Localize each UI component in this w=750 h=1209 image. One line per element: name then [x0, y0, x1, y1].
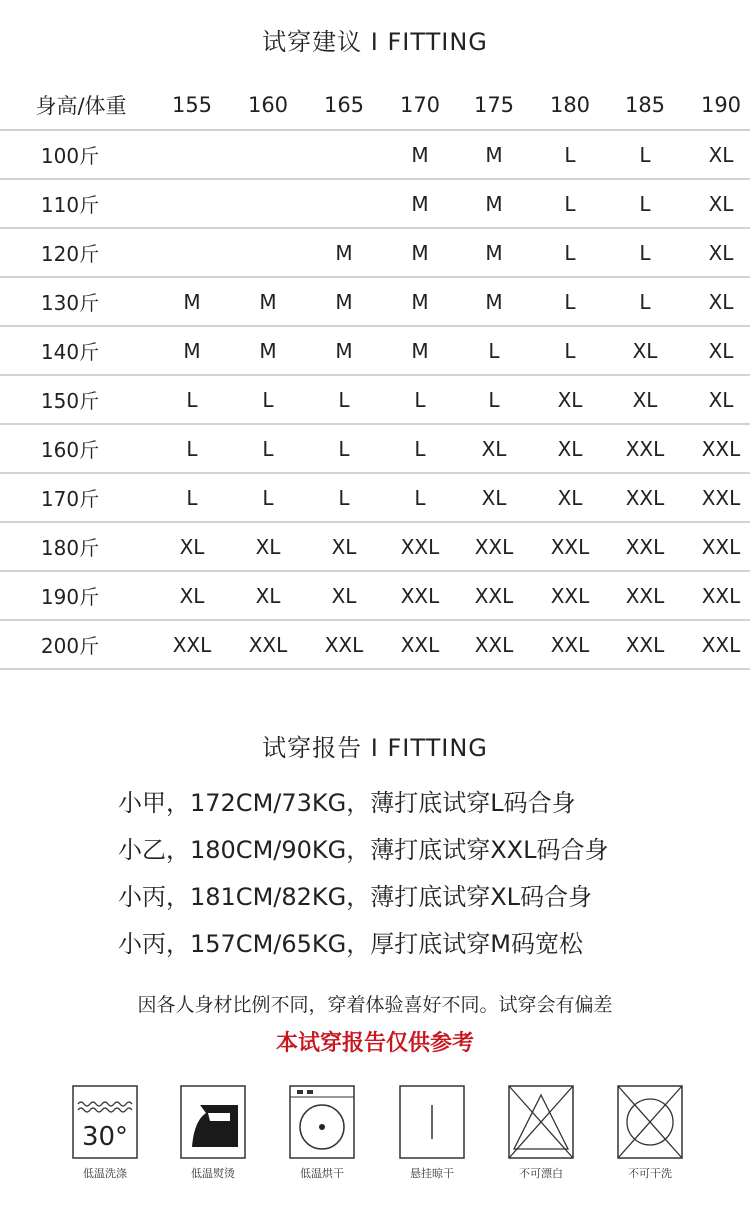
care-item	[377, 1085, 487, 1181]
care-item	[486, 1085, 596, 1181]
table-row	[0, 229, 750, 278]
size-cell: M	[335, 289, 353, 314]
care-label: 低温洗涤	[83, 1167, 127, 1180]
report-line: 小丙，181CM/82KG，薄打底试穿XL码合身	[118, 883, 593, 911]
size-cell: M	[259, 289, 277, 314]
size-cell: XL	[255, 583, 281, 608]
size-cell: XXL	[474, 583, 514, 608]
size-cell: L	[639, 191, 651, 216]
size-cell: L	[262, 485, 274, 510]
size-cell: XL	[481, 485, 507, 510]
care-item	[158, 1085, 268, 1181]
size-cell: XL	[708, 338, 734, 363]
weight-label: 170斤	[40, 487, 100, 511]
size-cell: XL	[708, 387, 734, 412]
size-table-body	[0, 131, 750, 670]
size-cell: XXL	[400, 534, 440, 559]
height-label: 185	[624, 92, 666, 117]
size-cell: XL	[331, 534, 357, 559]
weight-label: 120斤	[40, 242, 100, 266]
size-table	[0, 80, 750, 670]
size-cell: XXL	[625, 583, 665, 608]
size-cell: XXL	[172, 632, 212, 657]
size-cell: XXL	[701, 534, 741, 559]
size-cell: XL	[708, 142, 734, 167]
table-row	[0, 278, 750, 327]
size-cell: M	[485, 142, 503, 167]
size-cell	[154, 180, 230, 227]
size-cell: XL	[708, 191, 734, 216]
size-cell: XL	[708, 240, 734, 265]
table-row	[0, 621, 750, 670]
table-row	[0, 180, 750, 229]
no-dry-clean-icon	[617, 1085, 683, 1159]
care-label: 低温烘干	[300, 1167, 344, 1180]
size-cell	[306, 131, 382, 178]
size-cell: L	[564, 338, 576, 363]
size-cell: L	[338, 387, 350, 412]
care-label: 不可漂白	[519, 1167, 563, 1180]
size-cell: M	[485, 240, 503, 265]
table-row	[0, 376, 750, 425]
size-cell: XXL	[701, 436, 741, 461]
size-cell: XL	[331, 583, 357, 608]
size-cell: XXL	[625, 534, 665, 559]
size-cell: M	[183, 338, 201, 363]
weight-label: 100斤	[40, 144, 100, 168]
table-row	[0, 572, 750, 621]
size-cell: M	[411, 142, 429, 167]
size-cell: XXL	[550, 534, 590, 559]
size-cell: L	[186, 436, 198, 461]
size-cell: XXL	[400, 583, 440, 608]
size-cell: XXL	[400, 632, 440, 657]
care-instructions	[0, 1085, 750, 1195]
care-label: 低温熨烫	[191, 1167, 235, 1180]
report-line: 小丙，157CM/65KG，厚打底试穿M码宽松	[118, 930, 583, 958]
table-row	[0, 327, 750, 376]
corner-label: 身高/体重	[35, 93, 127, 118]
table-row	[0, 131, 750, 180]
size-cell: XXL	[701, 632, 741, 657]
size-cell	[154, 229, 230, 276]
size-cell: XL	[708, 289, 734, 314]
size-cell	[230, 131, 306, 178]
size-cell: XL	[557, 436, 583, 461]
size-cell: M	[485, 289, 503, 314]
size-cell: L	[414, 485, 426, 510]
size-cell: M	[335, 240, 353, 265]
care-item	[267, 1085, 377, 1181]
size-cell: XXL	[701, 485, 741, 510]
height-label: 190	[700, 92, 742, 117]
size-cell: L	[262, 387, 274, 412]
size-cell: XL	[632, 338, 658, 363]
size-cell: L	[414, 387, 426, 412]
size-cell: L	[639, 142, 651, 167]
table-row	[0, 474, 750, 523]
size-cell: L	[414, 436, 426, 461]
size-cell: L	[186, 485, 198, 510]
size-cell	[154, 131, 230, 178]
weight-label: 130斤	[40, 291, 100, 315]
height-label: 180	[549, 92, 591, 117]
size-cell: L	[564, 191, 576, 216]
size-table-header	[0, 80, 750, 131]
height-label: 170	[399, 92, 441, 117]
size-cell: XXL	[701, 583, 741, 608]
weight-label: 110斤	[40, 193, 100, 217]
size-cell: XXL	[625, 436, 665, 461]
size-cell: M	[485, 191, 503, 216]
weight-label: 140斤	[40, 340, 100, 364]
weight-label: 190斤	[40, 585, 100, 609]
care-item	[595, 1085, 705, 1181]
size-cell: M	[183, 289, 201, 314]
report-line: 小乙，180CM/90KG，薄打底试穿XXL码合身	[118, 836, 609, 864]
height-label: 155	[171, 92, 213, 117]
size-cell: M	[335, 338, 353, 363]
size-cell: XXL	[550, 632, 590, 657]
low-temp-tumble-dry-icon	[289, 1085, 355, 1159]
fitting-report	[118, 786, 738, 974]
size-cell	[230, 180, 306, 227]
weight-label: 200斤	[40, 634, 100, 658]
size-cell: XL	[179, 534, 205, 559]
size-cell: XXL	[625, 632, 665, 657]
size-cell: L	[564, 289, 576, 314]
size-cell: M	[411, 240, 429, 265]
wash-temperature: 30°	[81, 1122, 129, 1152]
size-cell: XL	[481, 436, 507, 461]
size-cell: L	[639, 289, 651, 314]
care-label: 悬挂晾干	[410, 1167, 454, 1180]
size-cell: M	[411, 289, 429, 314]
size-cell: XL	[557, 387, 583, 412]
size-cell	[306, 180, 382, 227]
care-label: 不可干洗	[628, 1167, 672, 1180]
low-temp-iron-icon	[180, 1085, 246, 1159]
height-label: 160	[247, 92, 289, 117]
size-cell: XXL	[550, 583, 590, 608]
size-cell: L	[262, 436, 274, 461]
weight-label: 150斤	[40, 389, 100, 413]
table-row	[0, 425, 750, 474]
size-cell: L	[488, 387, 500, 412]
size-cell: L	[639, 240, 651, 265]
size-cell: XXL	[324, 632, 364, 657]
no-bleach-icon	[508, 1085, 574, 1159]
size-cell: XXL	[474, 534, 514, 559]
size-cell: L	[338, 436, 350, 461]
report-line: 小甲，172CM/73KG，薄打底试穿L码合身	[118, 789, 576, 817]
size-cell: XL	[179, 583, 205, 608]
height-label: 165	[323, 92, 365, 117]
size-cell: L	[564, 240, 576, 265]
size-cell: XXL	[248, 632, 288, 657]
weight-label: 180斤	[40, 536, 100, 560]
disclaimer-text: 因各人身材比例不同，穿着体验喜好不同。试穿会有偏差	[137, 994, 613, 1016]
care-item	[50, 1085, 160, 1181]
low-temp-wash-icon	[72, 1085, 138, 1159]
size-cell	[230, 229, 306, 276]
size-cell: XXL	[474, 632, 514, 657]
size-cell: XL	[557, 485, 583, 510]
report-title: 试穿报告 I FITTING	[262, 734, 488, 762]
reference-notice: 本试穿报告仅供参考	[275, 1031, 474, 1056]
size-cell: M	[259, 338, 277, 363]
fitting-title: 试穿建议 I FITTING	[262, 28, 488, 56]
size-cell: M	[411, 338, 429, 363]
size-cell: L	[186, 387, 198, 412]
weight-label: 160斤	[40, 438, 100, 462]
hang-dry-icon	[399, 1085, 465, 1159]
size-cell: XL	[632, 387, 658, 412]
size-cell: XXL	[625, 485, 665, 510]
size-cell: L	[488, 338, 500, 363]
size-cell: M	[411, 191, 429, 216]
size-cell: L	[564, 142, 576, 167]
height-label: 175	[473, 92, 515, 117]
size-cell: L	[338, 485, 350, 510]
size-cell: XL	[255, 534, 281, 559]
table-row	[0, 523, 750, 572]
